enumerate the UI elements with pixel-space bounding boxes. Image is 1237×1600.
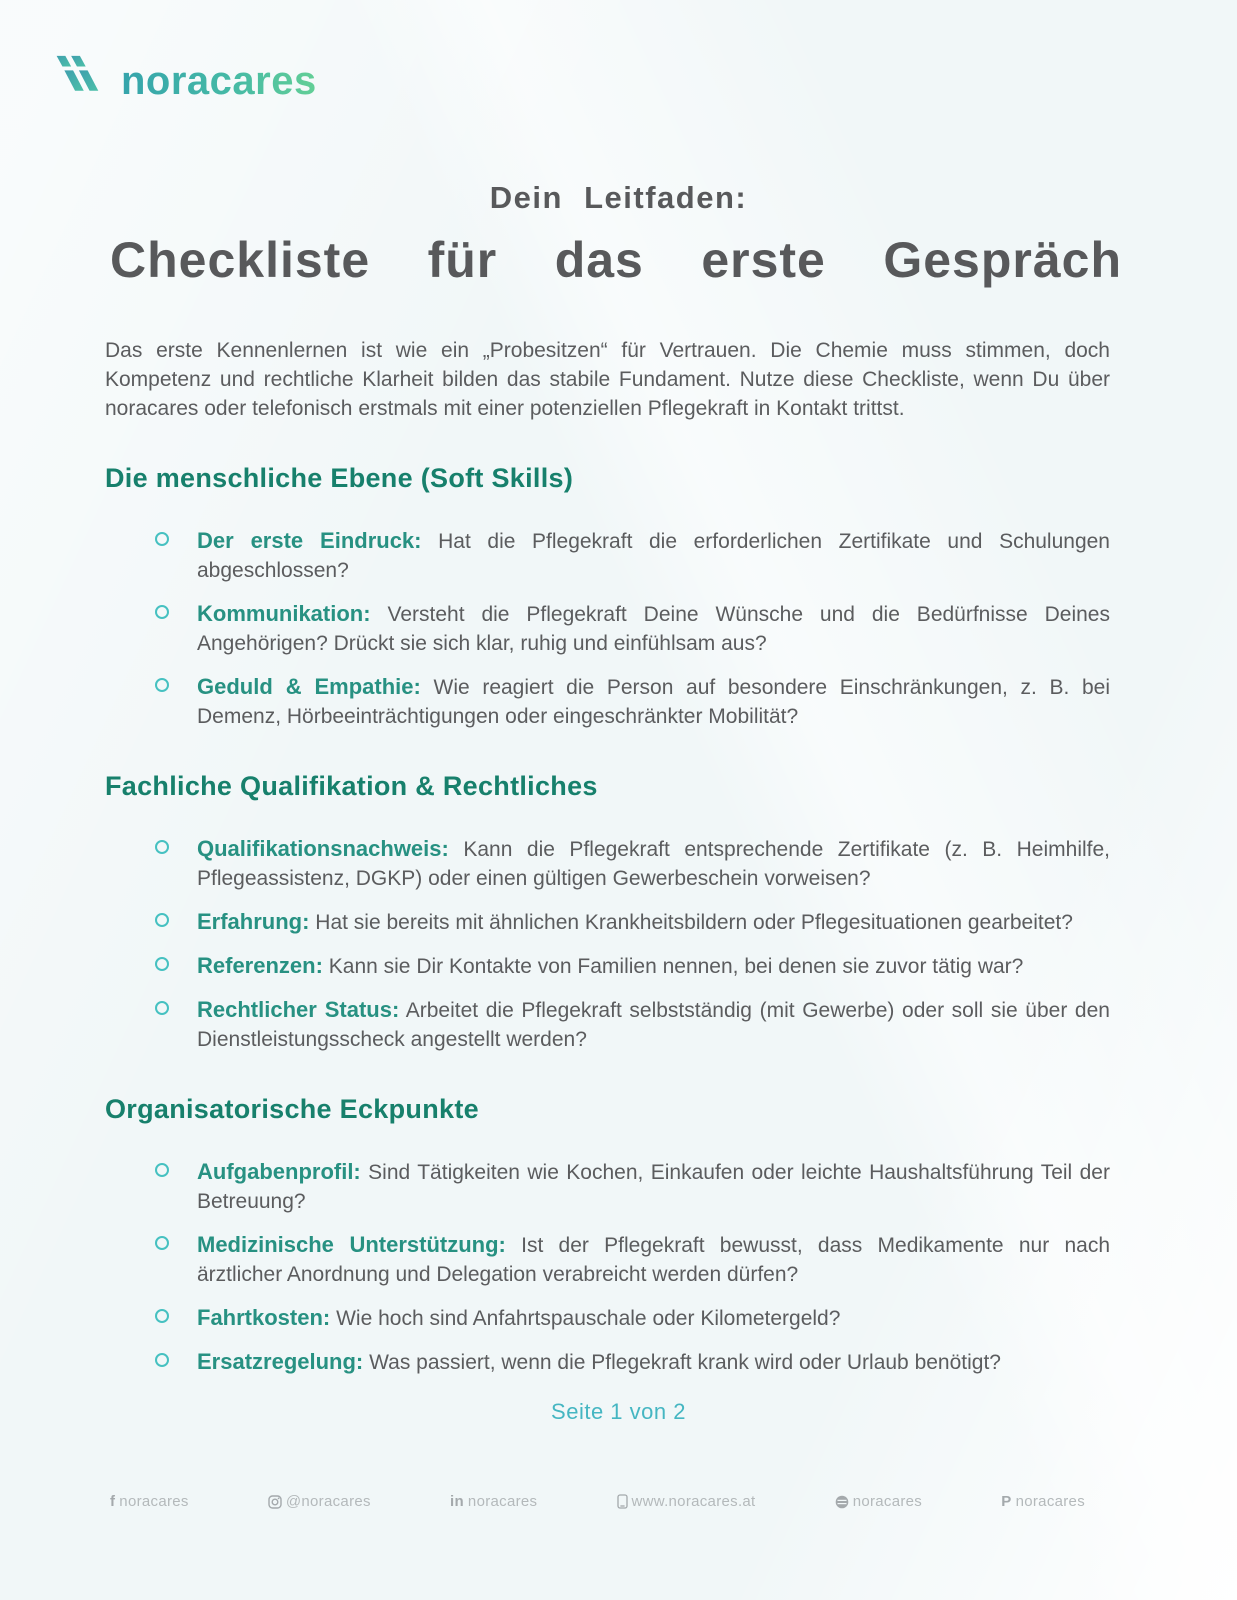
footer-link-linkedin[interactable] <box>450 1493 537 1510</box>
footer-link-instagram[interactable] <box>268 1493 371 1510</box>
brand-wordmark: noracares <box>121 58 317 103</box>
item-term: Medizinische Unterstützung: <box>197 1231 506 1257</box>
checklist-item <box>155 1303 1110 1333</box>
checklist-item <box>155 672 1110 731</box>
footer-label: noracares <box>119 1493 189 1510</box>
item-term: Ersatzregelung: <box>197 1348 364 1374</box>
checklist-qualifikation <box>155 834 1110 1054</box>
bullet-circle-icon <box>155 957 169 971</box>
checklist-item <box>155 1347 1110 1377</box>
item-term: Rechtlicher Status: <box>197 996 400 1022</box>
bullet-circle-icon <box>155 678 169 692</box>
bullet-circle-icon <box>155 605 169 619</box>
footer-link-facebook[interactable] <box>110 1493 189 1510</box>
item-term: Der erste Eindruck: <box>197 527 422 553</box>
bullet-circle-icon <box>155 1163 169 1177</box>
bullet-circle-icon <box>155 1309 169 1323</box>
checklist-item <box>155 995 1110 1054</box>
footer-label: noracares <box>1015 1493 1085 1510</box>
bullet-circle-icon <box>155 1236 169 1250</box>
social-circle-icon <box>835 1495 849 1509</box>
item-text: Ist der Pflegekraft bewusst, dass Medikamente nur nach ärztlicher Anordnung und Delegation verabreicht werden dürfen? <box>197 1233 1110 1286</box>
checklist-organisatorisches <box>155 1157 1110 1377</box>
item-text: Wie hoch sind Anfahrtspauschale oder Kilometergeld? <box>336 1306 841 1330</box>
page-indicator: Seite 1 von 2 <box>551 1398 686 1424</box>
footer-label: noracares <box>852 1493 923 1510</box>
footer-link-social-circle[interactable] <box>835 1493 922 1510</box>
item-term: Referenzen: <box>197 952 323 978</box>
item-text: Kann sie Dir Kontakte von Familien nennen, bei denen sie zuvor tätig war? <box>328 954 1024 978</box>
footer-link-pinterest[interactable] <box>1001 1493 1085 1510</box>
pinterest-icon: P <box>1001 1493 1012 1510</box>
footer-social-bar <box>0 1493 1237 1510</box>
item-text: Was passiert, wenn die Pflegekraft krank wird oder Urlaub benötigt? <box>369 1350 1001 1374</box>
footer-label: @noracares <box>285 1493 371 1510</box>
checklist-soft-skills <box>155 526 1110 731</box>
website-icon <box>617 1494 628 1509</box>
item-text: Hat sie bereits mit ähnlichen Krankheitsbildern oder Pflegesituationen gearbeitet? <box>315 910 1073 934</box>
checklist-item <box>155 1157 1110 1216</box>
item-term: Kommunikation: <box>197 600 371 626</box>
linkedin-icon: in <box>449 1493 464 1510</box>
item-term: Geduld & Empathie: <box>197 673 421 699</box>
item-term: Aufgabenprofil: <box>197 1158 361 1184</box>
section-heading-soft-skills: Die menschliche Ebene (Soft Skills) <box>105 462 574 493</box>
item-text: Hat die Pflegekraft die erforderlichen Zertifikate und Schulungen abgeschlossen? <box>197 529 1110 582</box>
document-kicker: Dein Leitfaden: <box>489 180 748 215</box>
item-text: Sind Tätigkeiten wie Kochen, Einkaufen oder leichte Haushaltsführung Teil der Betreuung? <box>197 1160 1110 1213</box>
page-title: Checkliste für das erste Gespräch <box>110 232 1122 288</box>
footer-label: noracares <box>467 1493 538 1510</box>
checklist-item <box>155 526 1110 585</box>
checklist-item <box>155 907 1110 937</box>
bullet-circle-icon <box>155 1353 169 1367</box>
bullet-circle-icon <box>155 840 169 854</box>
footer-link-website[interactable] <box>617 1493 756 1510</box>
checklist-item <box>155 1230 1110 1289</box>
section-heading-organisatorisches: Organisatorische Eckpunkte <box>105 1093 479 1124</box>
bullet-circle-icon <box>155 913 169 927</box>
bullet-circle-icon <box>155 532 169 546</box>
item-text: Arbeitet die Pflegekraft selbstständig (mit Gewerbe) oder soll sie über den Dienstleistungsscheck angestellt werden? <box>197 998 1110 1051</box>
intro-paragraph: Das erste Kennenlernen ist wie ein „Probesitzen“ für Vertrauen. Die Chemie muss stimmen, doch Kompetenz und rechtliche Klarheit bilden das stabile Fundament. Nutze diese Checkliste, wenn Du über noracares oder telefonisch erstmals mit einer potenziellen Pflegekraft in Kontakt trittst. <box>105 338 1110 420</box>
item-text: Wie reagiert die Person auf besondere Einschränkungen, z. B. bei Demenz, Hörbeeinträchtigungen oder eingeschränkter Mobilität? <box>197 675 1110 728</box>
section-heading-qualifikation: Fachliche Qualifikation & Rechtliches <box>105 770 598 801</box>
brand-logo <box>0 0 1237 112</box>
item-term: Erfahrung: <box>197 908 310 934</box>
bullet-circle-icon <box>155 1001 169 1015</box>
item-text: Kann die Pflegekraft entsprechende Zertifikate (z. B. Heimhilfe, Pflegeassistenz, DGKP) oder einen gültigen Gewerbeschein vorweisen? <box>197 837 1110 890</box>
instagram-icon <box>268 1495 282 1509</box>
item-text: Versteht die Pflegekraft Deine Wünsche und die Bedürfnisse Deines Angehörigen? Drückt sie sich klar, ruhig und einfühlsam aus? <box>197 602 1110 655</box>
facebook-icon: f <box>110 1493 116 1510</box>
footer-label: www.noracares.at <box>631 1493 756 1510</box>
checklist-item <box>155 951 1110 981</box>
checklist-item <box>155 834 1110 893</box>
item-term: Fahrtkosten: <box>197 1304 331 1330</box>
noracares-logo-icon <box>45 50 107 112</box>
checklist-item <box>155 599 1110 658</box>
item-term: Qualifikationsnachweis: <box>197 835 449 861</box>
